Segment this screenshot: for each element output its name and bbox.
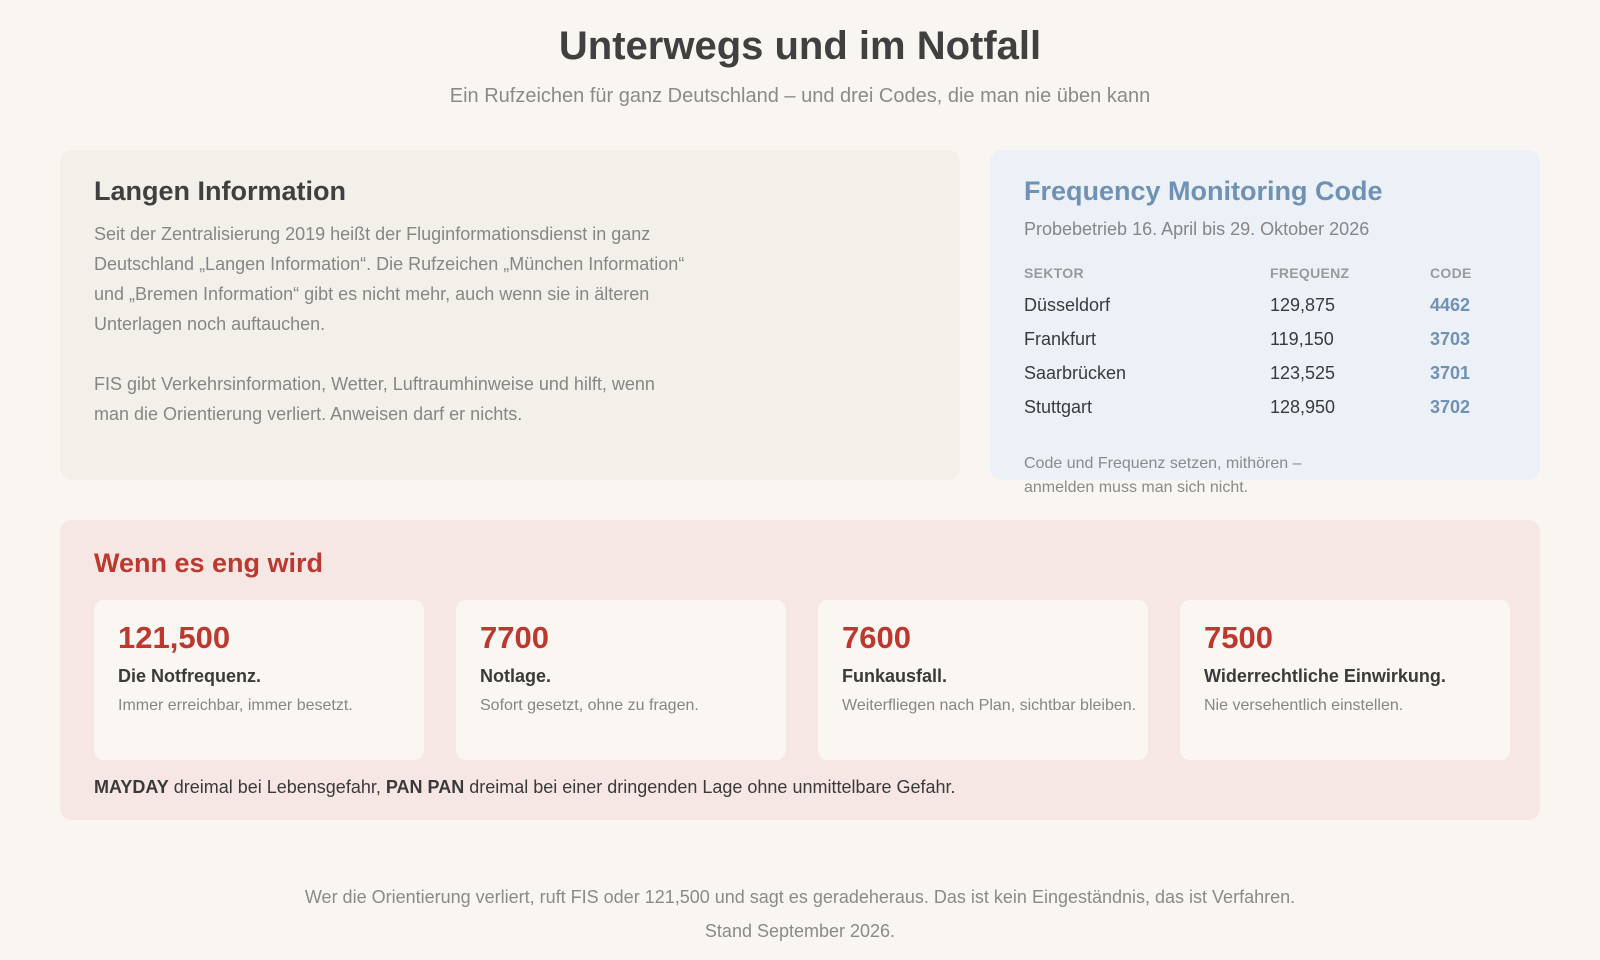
emergency-code-description: Nie versehentlich einstellen.	[1204, 697, 1404, 714]
code-cell: 3703	[1430, 328, 1471, 349]
fmc-note: Code und Frequenz setzen, mithören – anmelden muss man sich nicht.	[1024, 455, 1302, 496]
table-row	[1024, 356, 1506, 390]
sector-cell: Düsseldorf	[1024, 294, 1111, 315]
emergency-code-number: 7600	[842, 620, 911, 655]
emergency-code-number: 121,500	[118, 620, 231, 655]
column-header-code: CODE	[1430, 265, 1472, 281]
sector-cell: Frankfurt	[1024, 328, 1097, 349]
info-card	[60, 150, 960, 480]
code-cell: 3702	[1430, 396, 1471, 417]
code-cell: 4462	[1430, 294, 1471, 315]
table-row	[1024, 390, 1506, 424]
sector-cell: Saarbrücken	[1024, 362, 1127, 383]
fmc-card	[990, 150, 1540, 496]
page-title: Unterwegs und im Notfall	[558, 24, 1042, 68]
table-row	[1024, 288, 1506, 322]
emergency-code-box	[456, 600, 786, 760]
emergency-code-box	[1180, 600, 1510, 760]
panpan-keyword: PAN PAN	[385, 777, 465, 797]
emergency-code-description: Sofort gesetzt, ohne zu fragen.	[480, 697, 699, 714]
frequency-cell: 119,150	[1270, 328, 1334, 349]
frequency-cell: 129,875	[1270, 294, 1336, 315]
info-paragraph: FIS gibt Verkehrsinformation, Wetter, Luftraumhinweise und hilft, wenn man die Orientierung verliert. Anweisen darf er nichts.	[94, 374, 655, 424]
table-header-row	[1024, 258, 1506, 288]
table-row	[1024, 322, 1506, 356]
mayday-text: dreimal bei Lebensgefahr,	[168, 777, 386, 797]
fmc-card-title: Frequency Monitoring Code	[1024, 176, 1383, 206]
frequency-cell: 123,525	[1270, 362, 1336, 383]
emergency-code-box	[818, 600, 1148, 760]
code-cell: 3701	[1430, 362, 1471, 383]
emergency-code-box	[94, 600, 424, 760]
emergency-code-description: Immer erreichbar, immer besetzt.	[118, 697, 353, 714]
emergency-code-number: 7500	[1204, 620, 1273, 655]
column-header-sector: SEKTOR	[1024, 265, 1084, 281]
column-header-frequency: FREQUENZ	[1270, 265, 1350, 281]
fmc-table	[1024, 258, 1506, 424]
emergency-card-title: Wenn es eng wird	[94, 548, 324, 578]
panpan-text: dreimal bei einer dringenden Lage ohne unmittelbare Gefahr.	[464, 777, 956, 797]
page-subtitle: Ein Rufzeichen für ganz Deutschland – und drei Codes, die man nie üben kann	[449, 85, 1151, 107]
emergency-code-description: Weiterfliegen nach Plan, sichtbar bleiben.	[842, 697, 1137, 714]
mayday-keyword: MAYDAY	[94, 777, 169, 797]
mayday-panpan-note	[94, 777, 956, 798]
footer-date: Stand September 2026.	[704, 921, 896, 941]
emergency-code-label: Funkausfall.	[842, 666, 948, 686]
emergency-code-number: 7700	[480, 620, 549, 655]
emergency-card	[60, 520, 1540, 820]
footer-note: Wer die Orientierung verliert, ruft FIS oder 121,500 und sagt es geradeheraus. Das ist kein Eingeständnis, das ist Verfahren.	[304, 887, 1296, 907]
emergency-code-label: Die Notfrequenz.	[118, 666, 262, 686]
info-paragraph: Seit der Zentralisierung 2019 heißt der Fluginformationsdienst in ganz Deutschland „Langen Information“. Die Rufzeichen „München Information“ und „Bremen Information“ gibt es nicht mehr, auch wenn sie in älteren Unterlagen noch auftauchen.	[94, 224, 685, 334]
sector-cell: Stuttgart	[1024, 396, 1093, 417]
emergency-code-label: Notlage.	[480, 666, 552, 686]
emergency-code-label: Widerrechtliche Einwirkung.	[1204, 666, 1446, 686]
fmc-card-subtitle: Probebetrieb 16. April bis 29. Oktober 2026	[1024, 219, 1370, 239]
frequency-cell: 128,950	[1270, 396, 1336, 417]
info-card-title: Langen Information	[94, 176, 346, 206]
